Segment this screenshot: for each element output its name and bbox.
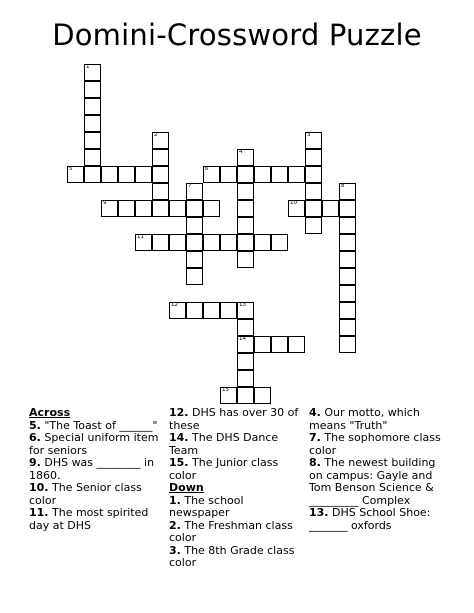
clue-number: 6 — [205, 166, 209, 172]
grid-cell[interactable] — [237, 319, 254, 336]
across-clue-5: 5. "The Toast of ______" — [29, 418, 158, 432]
grid-cell[interactable] — [186, 183, 203, 200]
grid-cell[interactable] — [254, 234, 271, 251]
grid-cell[interactable] — [288, 166, 305, 183]
down-clue-13: 13. DHS School Shoe: _______ oxfords — [309, 506, 431, 532]
grid-cell[interactable] — [237, 336, 254, 353]
grid-cell[interactable] — [254, 336, 271, 353]
grid-cell[interactable] — [203, 234, 220, 251]
grid-cell[interactable] — [135, 200, 152, 217]
down-clue-8: 8. The newest building on campus: Gayle and Tom Benson Science & _________ Complex — [309, 456, 436, 507]
grid-cell[interactable] — [101, 200, 118, 217]
grid-cell[interactable] — [305, 132, 322, 149]
grid-cell[interactable] — [237, 353, 254, 370]
across-clue-14: 14. The DHS Dance Team — [169, 431, 279, 457]
clue-number: 12 — [171, 302, 178, 308]
clue-number: 5 — [69, 166, 73, 172]
grid-cell[interactable] — [84, 115, 101, 132]
grid-cell[interactable] — [118, 200, 135, 217]
grid-cell[interactable] — [339, 217, 356, 234]
grid-cell[interactable] — [220, 302, 237, 319]
grid-cell[interactable] — [84, 98, 101, 115]
grid-cell[interactable] — [84, 149, 101, 166]
clue-number: 4 — [239, 149, 243, 155]
down-clue-3: 3. The 8th Grade class color — [169, 543, 295, 569]
clue-column-3 — [309, 407, 444, 532]
grid-cell[interactable] — [237, 200, 254, 217]
grid-cell[interactable] — [203, 200, 220, 217]
across-clue-12: 12. DHS has over 30 of these — [169, 406, 299, 432]
grid-cell[interactable] — [237, 234, 254, 251]
grid-cell[interactable] — [101, 166, 118, 183]
grid-cell[interactable] — [339, 336, 356, 353]
grid-cell[interactable] — [220, 387, 237, 404]
down-clue-2: 2. The Freshman class color — [169, 518, 293, 544]
across-clue-11: 11. The most spirited day at DHS — [29, 506, 149, 532]
grid-cell[interactable] — [288, 200, 305, 217]
grid-cell[interactable] — [118, 166, 135, 183]
clue-column-2 — [169, 407, 303, 570]
grid-cell[interactable] — [169, 200, 186, 217]
grid-cell[interactable] — [288, 336, 305, 353]
grid-cell[interactable] — [271, 166, 288, 183]
grid-cell[interactable] — [203, 166, 220, 183]
page-title: Domini-Crossword Puzzle — [52, 18, 422, 52]
grid-cell[interactable] — [152, 183, 169, 200]
grid-cell[interactable] — [186, 268, 203, 285]
grid-cell[interactable] — [220, 166, 237, 183]
grid-cell[interactable] — [169, 302, 186, 319]
grid-cell[interactable] — [237, 149, 254, 166]
clue-column-1 — [29, 407, 161, 532]
grid-cell[interactable] — [237, 166, 254, 183]
grid-cell[interactable] — [305, 200, 322, 217]
clue-number: 3 — [307, 132, 311, 138]
grid-cell[interactable] — [152, 149, 169, 166]
grid-cell[interactable] — [169, 234, 186, 251]
grid-cell[interactable] — [186, 234, 203, 251]
grid-cell[interactable] — [84, 166, 101, 183]
across-heading: Across — [29, 406, 71, 419]
grid-cell[interactable] — [305, 166, 322, 183]
clue-number: 1 — [86, 64, 90, 70]
grid-cell[interactable] — [203, 302, 220, 319]
clue-number: 14 — [239, 336, 246, 342]
grid-cell[interactable] — [152, 200, 169, 217]
grid-cell[interactable] — [186, 302, 203, 319]
clue-number: 2 — [154, 132, 158, 138]
grid-cell[interactable] — [237, 302, 254, 319]
clue-number: 13 — [239, 302, 246, 308]
grid-cell[interactable] — [152, 132, 169, 149]
down-clue-4: 4. Our motto, which means "Truth" — [309, 406, 420, 432]
grid-cell[interactable] — [339, 183, 356, 200]
clue-number: 15 — [222, 387, 229, 393]
grid-cell[interactable] — [271, 234, 288, 251]
clue-number: 7 — [188, 183, 192, 189]
grid-cell[interactable] — [271, 336, 288, 353]
grid-cell[interactable] — [152, 166, 169, 183]
grid-cell[interactable] — [339, 251, 356, 268]
grid-cell[interactable] — [186, 200, 203, 217]
grid-cell[interactable] — [254, 166, 271, 183]
clue-number: 9 — [103, 200, 107, 206]
grid-cell[interactable] — [84, 64, 101, 81]
grid-cell[interactable] — [186, 217, 203, 234]
across-clue-9: 9. DHS was ________ in 1860. — [29, 456, 155, 482]
grid-cell[interactable] — [152, 234, 169, 251]
grid-cell[interactable] — [220, 234, 237, 251]
grid-cell[interactable] — [67, 166, 84, 183]
grid-cell[interactable] — [84, 132, 101, 149]
grid-cell[interactable] — [186, 251, 203, 268]
grid-cell[interactable] — [339, 200, 356, 217]
grid-cell[interactable] — [339, 319, 356, 336]
grid-cell[interactable] — [339, 234, 356, 251]
grid-cell[interactable] — [135, 234, 152, 251]
grid-cell[interactable] — [237, 387, 254, 404]
down-clue-7: 7. The sophomore class color — [309, 431, 441, 457]
clue-number: 11 — [137, 234, 144, 240]
grid-cell[interactable] — [237, 217, 254, 234]
grid-cell[interactable] — [237, 183, 254, 200]
clue-number: 8 — [341, 183, 345, 189]
down-clue-1: 1. The school newspaper — [169, 493, 244, 519]
across-clue-15: 15. The Junior class color — [169, 456, 279, 482]
grid-cell[interactable] — [305, 183, 322, 200]
grid-cell[interactable] — [305, 149, 322, 166]
grid-cell[interactable] — [84, 81, 101, 98]
grid-cell[interactable] — [339, 268, 356, 285]
grid-cell[interactable] — [237, 251, 254, 268]
grid-cell[interactable] — [254, 387, 271, 404]
grid-cell[interactable] — [135, 166, 152, 183]
grid-cell[interactable] — [322, 200, 339, 217]
across-clue-10: 10. The Senior class color — [29, 481, 142, 507]
grid-cell[interactable] — [305, 217, 322, 234]
clue-number: 10 — [290, 200, 297, 206]
across-clue-6: 6. Special uniform item for seniors — [29, 431, 159, 457]
grid-cell[interactable] — [339, 285, 356, 302]
down-heading: Down — [169, 481, 204, 494]
grid-cell[interactable] — [237, 370, 254, 387]
grid-cell[interactable] — [339, 302, 356, 319]
